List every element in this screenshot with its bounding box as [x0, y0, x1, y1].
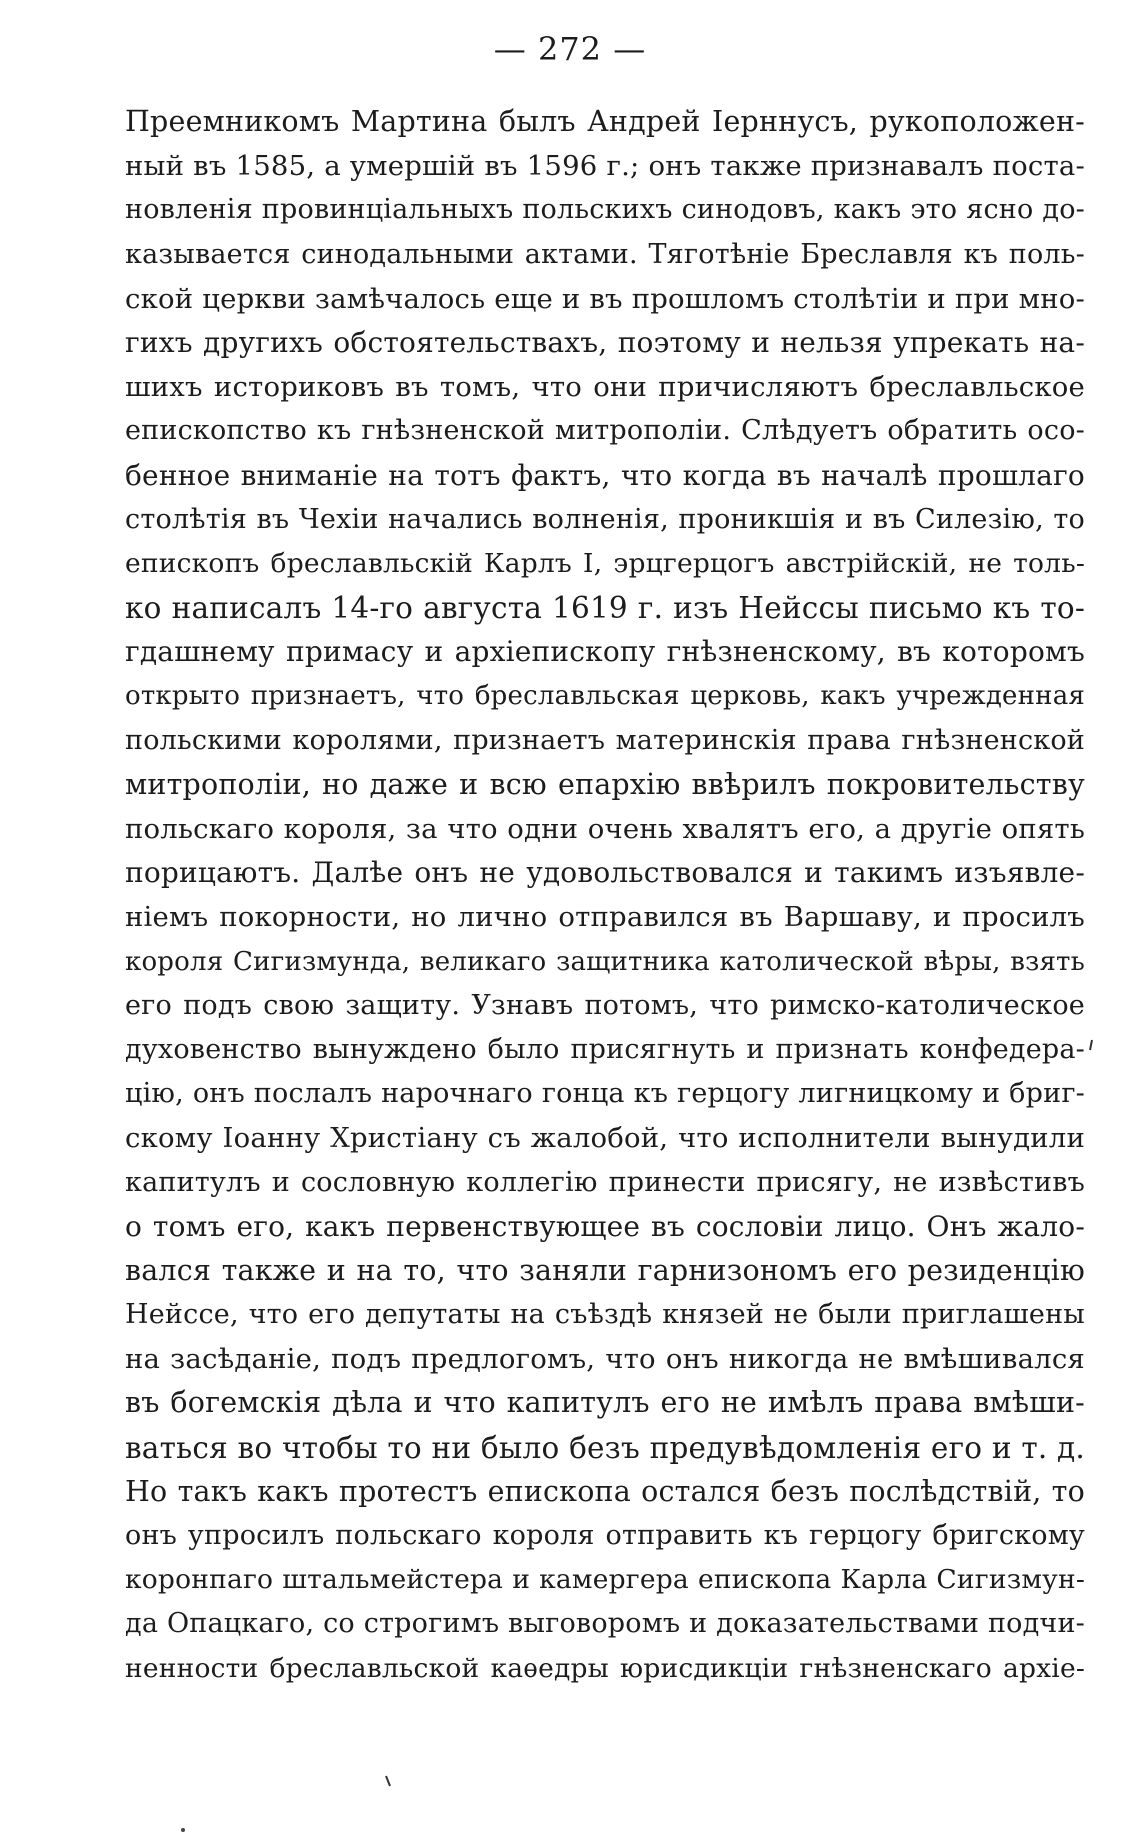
text-line: его подъ свою защиту. Узнавъ потомъ, что римско-католическое — [125, 989, 1085, 1021]
text-line: порицаютъ. Далѣе онъ не удовольствовался и такимъ изъявле- — [125, 856, 1085, 890]
text-line: скому Іоанну Христіану съ жалобой, что исполнители вынудили — [125, 1122, 1085, 1155]
text-line: епископство къ гнѣзненской митрополіи. Слѣдуетъ обратить осо- — [125, 415, 1085, 447]
text-line: въ богемскія дѣла и что капитулъ его не имѣлъ права вмѣши- — [125, 1386, 1085, 1420]
text-line: польскаго короля, за что одни очень хвалятъ его, а другіе опять — [125, 813, 1085, 845]
text-line: открыто признаетъ, что бреславльская церковь, какъ учрежденная — [125, 681, 1085, 712]
text-line: епископъ бреславльскій Карлъ I, эрцгерцогъ австрійскій, не толь- — [125, 547, 1085, 579]
text-line: ко написалъ 14-го августа 1619 г. изъ Нейссы письмо къ то- — [125, 591, 1085, 626]
text-line: да Опацкаго, со строгимъ выговоромъ и доказательствами подчи- — [125, 1608, 1085, 1640]
text-line: шихъ историковъ въ томъ, что они причисляютъ бреславльское — [125, 371, 1085, 404]
body-text — [125, 100, 1085, 1691]
text-line: капитулъ и сословную коллегію принести присягу, не извѣстивъ — [125, 1166, 1085, 1198]
text-line: Нейссе, что его депутаты на съѣздѣ князей не были приглашены — [125, 1299, 1085, 1331]
text-line: на засѣданіе, подъ предлогомъ, что онъ никогда не вмѣшивался — [125, 1343, 1085, 1376]
page-number: — 272 — — [493, 30, 647, 68]
text-line: коронпаго штальмейстера и камергера епископа Карла Сигизмун- — [125, 1564, 1085, 1596]
text-line: короля Сигизмунда, великаго защитника католической вѣры, взять — [125, 946, 1085, 977]
text-line: ніемъ покорности, но лично отправился въ Варшаву, и просилъ — [125, 901, 1085, 934]
text-line: гдашнему примасу и архіепископу гнѣзненскому, въ которомъ — [125, 635, 1085, 669]
text-line: вался также и на то, что заняли гарнизономъ его резиденцію — [125, 1253, 1085, 1287]
text-line: новленія провинціальныхъ польскихъ синодовъ, какъ это ясно до- — [125, 194, 1085, 226]
scan-speck-mark — [1090, 1040, 1092, 1050]
text-line: казывается синодальными актами. Тяготѣніе Бреславля къ поль- — [125, 238, 1085, 270]
text-line: столѣтія въ Чехіи начались волненія, проникшія и въ Силезію, то — [125, 503, 1085, 535]
text-line: ный въ 1585, а умершій въ 1596 г.; онъ также признавалъ поста- — [125, 150, 1085, 183]
text-line: ской церкви замѣчалось еще и въ прошломъ столѣтіи и при мно- — [125, 282, 1085, 315]
text-line: ненности бреславльской каѳедры юрисдикціи гнѣзненскаго архіе- — [125, 1652, 1085, 1684]
text-line: бенное вниманіе на тотъ фактъ, что когда въ началѣ прошлаго — [125, 458, 1085, 492]
text-line: польскими королями, признаетъ материнскія права гнѣзненской — [125, 724, 1085, 756]
text-line: митрополіи, но даже и всю епархію ввѣрилъ покровительству — [125, 767, 1085, 801]
scan-speck-dot — [181, 1828, 185, 1832]
text-line: духовенство вынуждено было присягнуть и признать конфедера- — [125, 1033, 1085, 1065]
text-line: Преемникомъ Мартина былъ Андрей Іерннусъ, рукоположен- — [125, 105, 1085, 138]
text-line: цію, онъ послалъ нарочнаго гонца къ герцогу лигницкому и бриг- — [125, 1078, 1085, 1110]
scan-speck-mark — [386, 1776, 390, 1786]
text-line: гихъ другихъ обстоятельствахъ, поэтому и нельзя упрекать на- — [125, 325, 1085, 359]
text-line: о томъ его, какъ первенствующее въ сословіи лицо. Онъ жало- — [125, 1209, 1085, 1243]
text-line: ваться во чтобы то ни было безъ предувѣдомленія его и т. д. — [125, 1430, 1085, 1465]
text-line: онъ упросилъ польскаго короля отправить къ герцогу бригскому — [125, 1520, 1085, 1551]
text-line: Но такъ какъ протестъ епископа остался безъ послѣдствій, то — [125, 1474, 1085, 1508]
